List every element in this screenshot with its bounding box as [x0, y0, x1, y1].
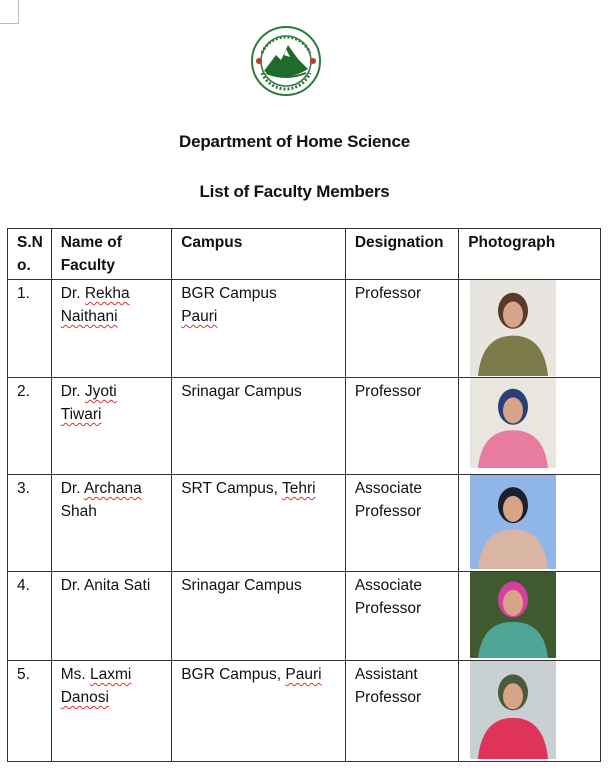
faculty-name-line: Dr. Jyoti [60, 383, 117, 400]
campus-line: BGR Campus, Pauri [181, 666, 322, 683]
column-header-photograph: Photograph [459, 229, 601, 280]
campus-cell [172, 378, 346, 475]
campus-line: Srinagar Campus [181, 383, 302, 400]
designation-line: Professor [354, 383, 422, 400]
photo-anita-sati [470, 572, 556, 658]
designation-line: Professor [354, 285, 422, 302]
faculty-name-line: Ms. Laxmi [60, 666, 132, 683]
photograph-cell [459, 475, 601, 572]
name-cell [51, 661, 171, 762]
faculty-table [7, 228, 601, 762]
sno-cell [8, 475, 52, 572]
campus-cell [172, 475, 346, 572]
designation-line: Associate [354, 577, 423, 594]
campus-cell [172, 661, 346, 762]
column-header-sno: S.N o. [8, 229, 52, 280]
photo-laxmi-danosi [470, 661, 556, 759]
faculty-name-line: Dr. Archana [60, 480, 142, 497]
name-cell [51, 475, 171, 572]
column-header-campus: Campus [172, 229, 346, 280]
sno-cell [8, 378, 52, 475]
photo-jyoti-tiwari [470, 378, 556, 468]
photo-archana-shah [470, 475, 556, 569]
faculty-name-line: Tiwari [60, 406, 102, 423]
name-cell [51, 378, 171, 475]
faculty-name-line: Dr. Anita Sati [60, 577, 151, 594]
table-row [8, 572, 601, 661]
serial-number: 4. [17, 577, 30, 594]
table-row [8, 280, 601, 378]
designation-line: Professor [354, 600, 422, 617]
photograph-cell [459, 378, 601, 475]
table-row [8, 475, 601, 572]
page-corner-mark [0, 0, 19, 24]
department-title: Department of Home Science [179, 132, 410, 151]
photo-rekha-naithani [470, 280, 556, 376]
photograph-cell [459, 661, 601, 762]
sno-cell [8, 572, 52, 661]
faculty-name-line: Dr. Rekha [60, 285, 130, 302]
designation-line: Professor [354, 503, 422, 520]
designation-line: Associate [354, 480, 423, 497]
table-row [8, 661, 601, 762]
serial-number: 1. [17, 285, 30, 302]
photograph-cell [459, 280, 601, 378]
sno-cell [8, 661, 52, 762]
serial-number: 5. [17, 666, 30, 683]
serial-number: 3. [17, 480, 30, 497]
table-header-row [8, 229, 601, 280]
faculty-name-line: Naithani [60, 308, 118, 325]
campus-line: SRT Campus, Tehri [181, 480, 316, 497]
campus-cell [172, 572, 346, 661]
campus-line: Pauri [181, 308, 218, 325]
campus-cell [172, 280, 346, 378]
faculty-name-line: Shah [60, 503, 97, 520]
campus-line: BGR Campus [181, 285, 277, 302]
serial-number: 2. [17, 383, 30, 400]
designation-cell [345, 280, 458, 378]
campus-line: Srinagar Campus [181, 577, 302, 594]
designation-cell [345, 572, 458, 661]
photograph-cell [459, 572, 601, 661]
name-cell [51, 572, 171, 661]
designation-cell [345, 475, 458, 572]
list-subtitle: List of Faculty Members [199, 182, 390, 201]
sno-cell [8, 280, 52, 378]
designation-cell [345, 661, 458, 762]
university-logo-icon [250, 25, 322, 97]
designation-cell [345, 378, 458, 475]
designation-line: Assistant [354, 666, 418, 683]
table-row [8, 378, 601, 475]
column-header-designation: Designation [345, 229, 458, 280]
faculty-name-line: Danosi [60, 689, 109, 706]
column-header-name: Name of Faculty [51, 229, 171, 280]
name-cell [51, 280, 171, 378]
designation-line: Professor [354, 689, 422, 706]
